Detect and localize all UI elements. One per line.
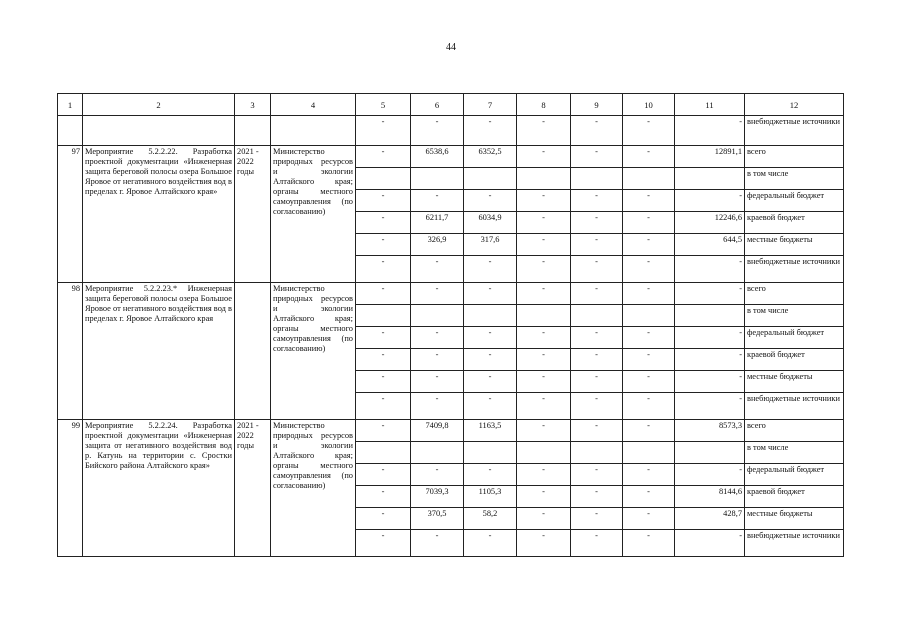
page-number: 44 bbox=[446, 42, 456, 53]
value-cell: 326,9 bbox=[411, 234, 464, 256]
value-cell: - bbox=[356, 190, 411, 212]
value-cell: 1163,5 bbox=[464, 420, 517, 442]
value-cell bbox=[623, 168, 675, 190]
value-cell: - bbox=[517, 393, 571, 420]
value-cell: - bbox=[675, 349, 745, 371]
value-cell bbox=[517, 305, 571, 327]
funding-source: всего bbox=[745, 420, 844, 442]
value-cell: - bbox=[623, 212, 675, 234]
value-cell: - bbox=[411, 464, 464, 486]
funding-source: федеральный бюджет bbox=[745, 190, 844, 212]
value-cell: - bbox=[517, 349, 571, 371]
funding-source: местные бюджеты bbox=[745, 508, 844, 530]
value-cell: - bbox=[411, 190, 464, 212]
value-cell: - bbox=[356, 234, 411, 256]
value-cell: - bbox=[623, 508, 675, 530]
funding-source: краевой бюджет bbox=[745, 212, 844, 234]
value-cell bbox=[675, 442, 745, 464]
funding-source: всего bbox=[745, 146, 844, 168]
value-cell: - bbox=[356, 349, 411, 371]
table-body bbox=[58, 94, 844, 557]
implementation-period: 2021 - 2022 годы bbox=[235, 146, 271, 283]
column-header-8: 8 bbox=[517, 94, 571, 116]
value-cell: - bbox=[623, 371, 675, 393]
funding-source: федеральный бюджет bbox=[745, 464, 844, 486]
value-cell bbox=[623, 442, 675, 464]
measure-name: Мероприятие 5.2.2.24. Разработка проектной документации «Инженерная защита от негативного воздействия вод р. Катунь на территории с. Сростки Бийского района Алтайского края» bbox=[83, 420, 235, 557]
column-header-4: 4 bbox=[271, 94, 356, 116]
value-cell: - bbox=[623, 349, 675, 371]
value-cell: - bbox=[464, 349, 517, 371]
value-cell bbox=[411, 305, 464, 327]
value-cell bbox=[464, 442, 517, 464]
executor: Министерство природных ресурсов и экологии Алтайского края; органы местного самоуправления (по согласованию) bbox=[271, 283, 356, 420]
value-cell: - bbox=[517, 256, 571, 283]
value-cell: - bbox=[623, 146, 675, 168]
funding-source: в том числе bbox=[745, 442, 844, 464]
value-cell: - bbox=[571, 190, 623, 212]
value-cell: - bbox=[623, 327, 675, 349]
value-cell: - bbox=[571, 371, 623, 393]
value-cell: - bbox=[517, 146, 571, 168]
value-cell: 370,5 bbox=[411, 508, 464, 530]
value-cell: - bbox=[623, 486, 675, 508]
column-header-11: 11 bbox=[675, 94, 745, 116]
table-row bbox=[58, 283, 844, 305]
value-cell bbox=[356, 442, 411, 464]
funding-source: внебюджетные источники bbox=[745, 393, 844, 420]
header-row bbox=[58, 94, 844, 116]
row-index: 97 bbox=[58, 146, 83, 283]
value-cell: - bbox=[623, 234, 675, 256]
value-cell: - bbox=[571, 349, 623, 371]
value-cell: - bbox=[675, 464, 745, 486]
value-cell: - bbox=[356, 256, 411, 283]
value-cell: 1105,3 bbox=[464, 486, 517, 508]
value-cell: - bbox=[517, 371, 571, 393]
implementation-period: 2021 - 2022 годы bbox=[235, 420, 271, 557]
value-cell bbox=[675, 168, 745, 190]
value-cell: - bbox=[464, 530, 517, 557]
value-cell: - bbox=[517, 508, 571, 530]
value-cell bbox=[517, 168, 571, 190]
funding-source: местные бюджеты bbox=[745, 234, 844, 256]
value-cell: - bbox=[517, 116, 571, 146]
value-cell: - bbox=[675, 190, 745, 212]
value-cell: 6034,9 bbox=[464, 212, 517, 234]
value-cell: - bbox=[356, 530, 411, 557]
funding-source: в том числе bbox=[745, 305, 844, 327]
value-cell: - bbox=[623, 190, 675, 212]
measure-name: Мероприятие 5.2.2.22. Разработка проектной документации «Инженерная защита береговой полосы озера Большое Яровое от негативного воздействия вод в пределах г. Яровое Алтайского края» bbox=[83, 146, 235, 283]
column-header-1: 1 bbox=[58, 94, 83, 116]
value-cell: 6211,7 bbox=[411, 212, 464, 234]
funding-source: в том числе bbox=[745, 168, 844, 190]
financing-table bbox=[57, 93, 844, 557]
value-cell: - bbox=[356, 464, 411, 486]
value-cell: - bbox=[411, 371, 464, 393]
value-cell: 6352,5 bbox=[464, 146, 517, 168]
value-cell: - bbox=[623, 464, 675, 486]
executor-cell bbox=[271, 116, 356, 146]
value-cell: 12891,1 bbox=[675, 146, 745, 168]
index-cell bbox=[58, 116, 83, 146]
value-cell: - bbox=[623, 256, 675, 283]
column-header-9: 9 bbox=[571, 94, 623, 116]
measure-name: Мероприятие 5.2.2.23.* Инженерная защита береговой полосы озера Большое Яровое от негативного воздействия вод в пределах г. Яровое Алтайского края bbox=[83, 283, 235, 420]
value-cell bbox=[356, 168, 411, 190]
value-cell: - bbox=[464, 116, 517, 146]
value-cell: - bbox=[517, 486, 571, 508]
funding-source: краевой бюджет bbox=[745, 486, 844, 508]
value-cell: - bbox=[571, 508, 623, 530]
value-cell: - bbox=[356, 486, 411, 508]
value-cell: - bbox=[623, 283, 675, 305]
value-cell: - bbox=[411, 116, 464, 146]
value-cell: - bbox=[571, 234, 623, 256]
column-header-5: 5 bbox=[356, 94, 411, 116]
value-cell: - bbox=[675, 256, 745, 283]
value-cell bbox=[623, 305, 675, 327]
value-cell: - bbox=[356, 393, 411, 420]
funding-source: внебюджетные источники bbox=[745, 530, 844, 557]
value-cell: - bbox=[517, 420, 571, 442]
value-cell: 428,7 bbox=[675, 508, 745, 530]
column-header-6: 6 bbox=[411, 94, 464, 116]
funding-source: местные бюджеты bbox=[745, 371, 844, 393]
value-cell bbox=[411, 442, 464, 464]
value-cell: - bbox=[517, 464, 571, 486]
value-cell: - bbox=[571, 283, 623, 305]
value-cell bbox=[464, 168, 517, 190]
value-cell: - bbox=[517, 190, 571, 212]
implementation-period bbox=[235, 283, 271, 420]
value-cell: - bbox=[464, 327, 517, 349]
value-cell bbox=[356, 305, 411, 327]
value-cell: - bbox=[464, 371, 517, 393]
value-cell: - bbox=[675, 371, 745, 393]
funding-source: краевой бюджет bbox=[745, 349, 844, 371]
value-cell: 7409,8 bbox=[411, 420, 464, 442]
value-cell: - bbox=[356, 116, 411, 146]
value-cell: - bbox=[517, 283, 571, 305]
value-cell: - bbox=[356, 327, 411, 349]
value-cell: - bbox=[517, 234, 571, 256]
funding-source: всего bbox=[745, 283, 844, 305]
value-cell: - bbox=[623, 530, 675, 557]
value-cell bbox=[571, 442, 623, 464]
value-cell: 7039,3 bbox=[411, 486, 464, 508]
executor: Министерство природных ресурсов и экологии Алтайского края; органы местного самоуправления (по согласованию) bbox=[271, 146, 356, 283]
column-header-2: 2 bbox=[83, 94, 235, 116]
row-index: 99 bbox=[58, 420, 83, 557]
value-cell: - bbox=[571, 256, 623, 283]
value-cell: - bbox=[675, 283, 745, 305]
value-cell: - bbox=[517, 530, 571, 557]
value-cell: - bbox=[464, 256, 517, 283]
table-row bbox=[58, 116, 844, 146]
column-header-10: 10 bbox=[623, 94, 675, 116]
value-cell: 58,2 bbox=[464, 508, 517, 530]
value-cell: - bbox=[356, 420, 411, 442]
table-row bbox=[58, 420, 844, 442]
period-cell bbox=[235, 116, 271, 146]
value-cell: 317,6 bbox=[464, 234, 517, 256]
value-cell: - bbox=[517, 327, 571, 349]
value-cell: - bbox=[571, 146, 623, 168]
value-cell: 6538,6 bbox=[411, 146, 464, 168]
value-cell: 8144,6 bbox=[675, 486, 745, 508]
value-cell bbox=[675, 305, 745, 327]
column-header-7: 7 bbox=[464, 94, 517, 116]
value-cell: - bbox=[464, 190, 517, 212]
value-cell bbox=[571, 168, 623, 190]
value-cell: - bbox=[571, 327, 623, 349]
value-cell bbox=[411, 168, 464, 190]
value-cell: - bbox=[675, 393, 745, 420]
value-cell: - bbox=[571, 464, 623, 486]
value-cell: - bbox=[411, 327, 464, 349]
executor: Министерство природных ресурсов и экологии Алтайского края; органы местного самоуправления (по согласованию) bbox=[271, 420, 356, 557]
column-header-12: 12 bbox=[745, 94, 844, 116]
value-cell: - bbox=[675, 327, 745, 349]
value-cell: - bbox=[411, 393, 464, 420]
funding-source: внебюджетные источники bbox=[745, 116, 844, 146]
value-cell: - bbox=[356, 283, 411, 305]
value-cell: - bbox=[356, 212, 411, 234]
value-cell: - bbox=[675, 116, 745, 146]
value-cell: - bbox=[411, 283, 464, 305]
value-cell: - bbox=[623, 393, 675, 420]
row-index: 98 bbox=[58, 283, 83, 420]
value-cell: - bbox=[356, 508, 411, 530]
value-cell bbox=[464, 305, 517, 327]
value-cell: - bbox=[464, 283, 517, 305]
value-cell: - bbox=[571, 212, 623, 234]
value-cell: - bbox=[623, 116, 675, 146]
value-cell bbox=[517, 442, 571, 464]
value-cell: - bbox=[464, 393, 517, 420]
funding-source: внебюджетные источники bbox=[745, 256, 844, 283]
value-cell: - bbox=[411, 530, 464, 557]
funding-source: федеральный бюджет bbox=[745, 327, 844, 349]
value-cell: - bbox=[623, 420, 675, 442]
value-cell: - bbox=[356, 371, 411, 393]
value-cell: 12246,6 bbox=[675, 212, 745, 234]
value-cell: - bbox=[571, 486, 623, 508]
value-cell: - bbox=[675, 530, 745, 557]
value-cell: - bbox=[517, 212, 571, 234]
value-cell: - bbox=[571, 116, 623, 146]
value-cell: 644,5 bbox=[675, 234, 745, 256]
table-row bbox=[58, 146, 844, 168]
value-cell: - bbox=[411, 349, 464, 371]
value-cell bbox=[571, 305, 623, 327]
value-cell: - bbox=[411, 256, 464, 283]
name-cell bbox=[83, 116, 235, 146]
value-cell: - bbox=[571, 393, 623, 420]
value-cell: - bbox=[356, 146, 411, 168]
value-cell: 8573,3 bbox=[675, 420, 745, 442]
value-cell: - bbox=[571, 420, 623, 442]
column-header-3: 3 bbox=[235, 94, 271, 116]
value-cell: - bbox=[571, 530, 623, 557]
value-cell: - bbox=[464, 464, 517, 486]
